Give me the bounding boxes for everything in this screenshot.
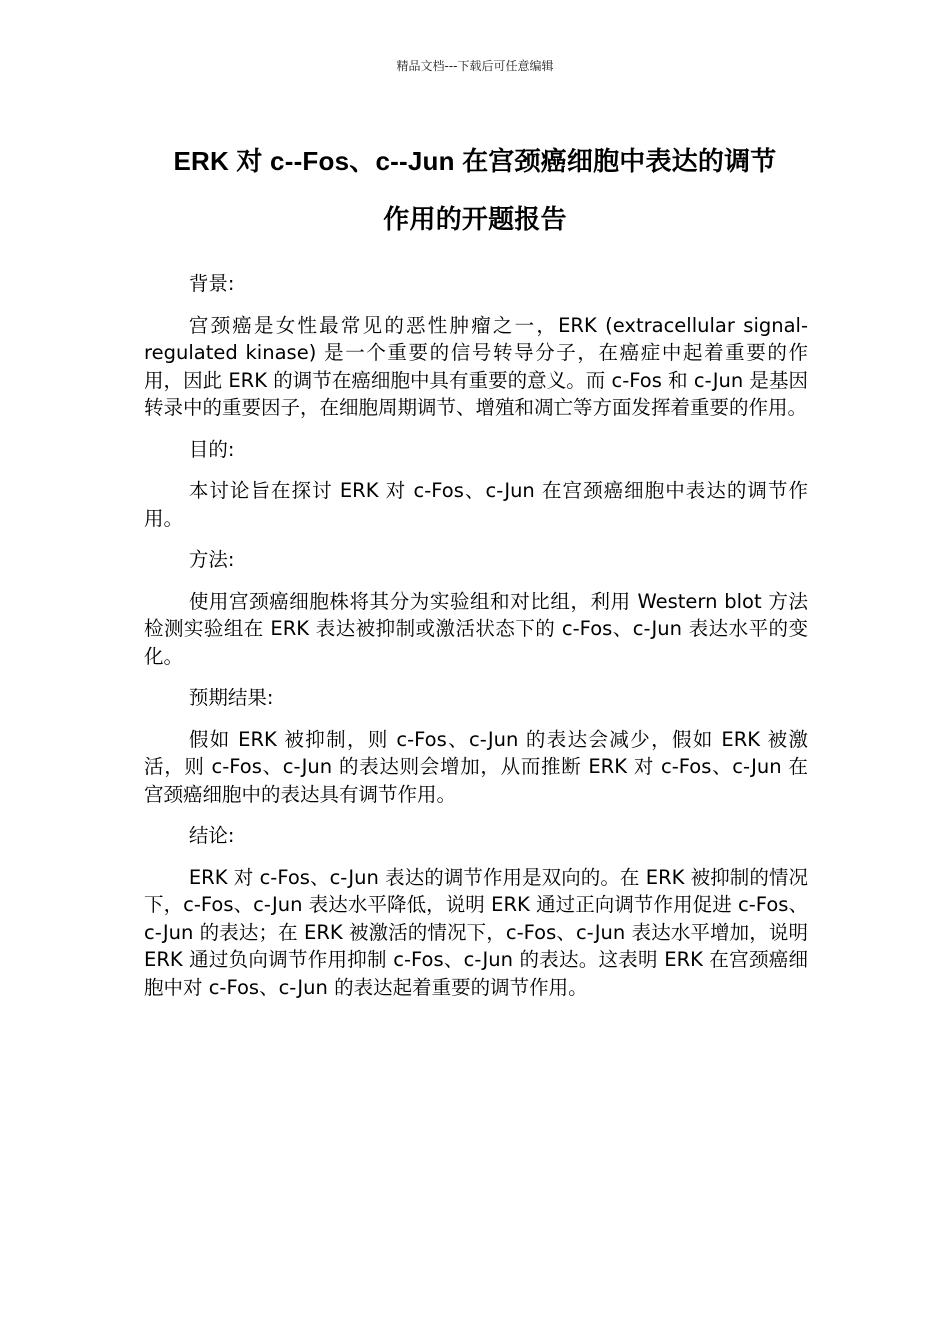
purpose-heading: 目的: xyxy=(188,437,235,461)
expected-results-paragraph: 假如 ERK 被抑制，则 c-Fos、c-Jun 的表达会减少，假如 ERK 被激活，则 c-Fos、c-Jun 的表达则会增加，从而推断 ERK 对 c-Fos、c-Jun 在宫颈癌细胞中的表达具有调节作用。 xyxy=(144,727,808,806)
method-paragraph: 使用宫颈癌细胞株将其分为实验组和对比组，利用 Western blot 方法检测实验组在 ERK 表达被抑制或激活状态下的 c-Fos、c-Jun 表达水平的变化。 xyxy=(144,589,808,668)
document-title xyxy=(130,132,820,248)
title-line-2: 作用的开题报告 xyxy=(383,204,567,234)
conclusion-paragraph: ERK 对 c-Fos、c-Jun 表达的调节作用是双向的。在 ERK 被抑制的情况下，c-Fos、c-Jun 表达水平降低，说明 ERK 通过正向调节作用促进 c-Fos、c-Jun 的表达；在 ERK 被激活的情况下，c-Fos、c-Jun 表达水平增加，说明 ERK 通过负向调节作用抑制 c-Fos、c-Jun 的表达。这表明 ERK 在宫颈癌细胞中对 c-Fos、c-Jun 的表达起着重要的调节作用。 xyxy=(144,865,808,999)
conclusion-heading: 结论: xyxy=(188,824,235,847)
title-line-1: ERK 对 c--Fos、c--Jun 在宫颈癌细胞中表达的调节 xyxy=(173,146,777,176)
purpose-paragraph: 本讨论旨在探讨 ERK 对 c-Fos、c-Jun 在宫颈癌细胞中表达的调节作用。 xyxy=(144,479,808,530)
expected-results-heading: 预期结果: xyxy=(188,686,274,709)
document-body xyxy=(144,270,808,1015)
page-header: 精品文档---下载后可任意编辑 xyxy=(396,59,554,73)
background-paragraph: 宫颈癌是女性最常见的恶性肿瘤之一，ERK (extracellular signal-regulated kinase) 是一个重要的信号转导分子，在癌症中起着重要的作用，因此 ERK 的调节在癌细胞中具有重要的意义。而 c-Fos 和 c-Jun 是基因转录中的重要因子，在细胞周期调节、增殖和凋亡等方面发挥着重要的作用。 xyxy=(144,313,808,419)
background-heading: 背景: xyxy=(188,272,235,295)
method-heading: 方法: xyxy=(188,548,235,571)
